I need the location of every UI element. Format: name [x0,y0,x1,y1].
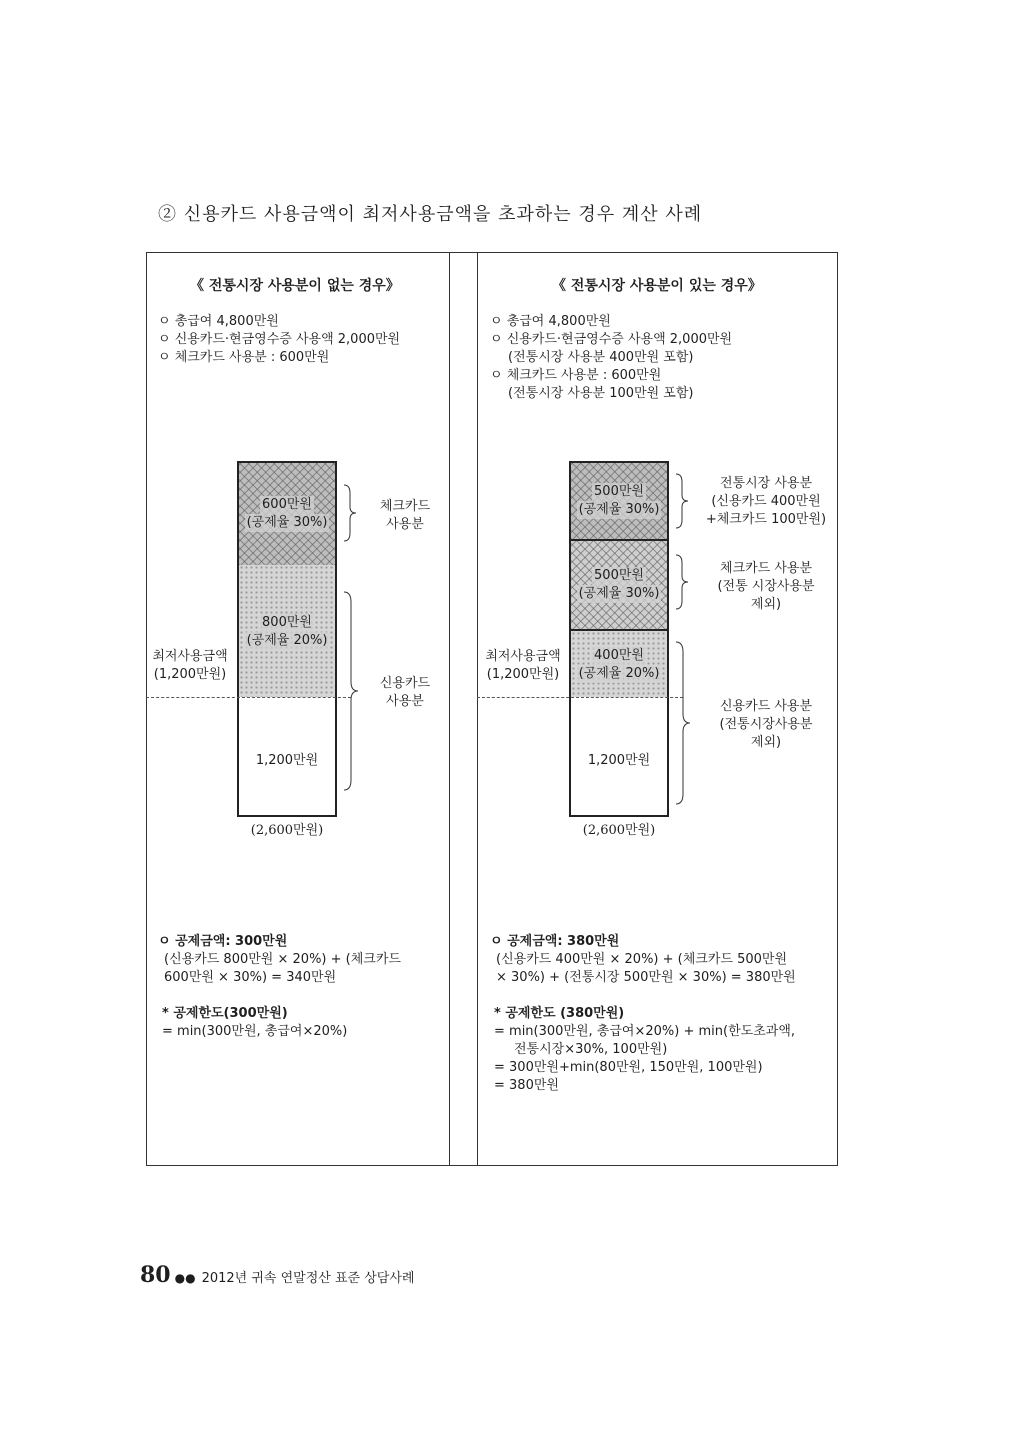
left-check-label-line1: 체크카드 [379,499,431,514]
left-bullet-check-usage: ㅇ 체크카드 사용분 : 600만원 [158,350,330,365]
left-deduction-title: ㅇ 공제금액: 300만원 [158,934,288,949]
right-check-rate: (공제율 30%) [578,586,660,601]
left-min-label-title: 최저사용금액 [152,649,228,664]
left-credit-label [370,675,440,711]
right-min-label-title: 최저사용금액 [485,649,561,664]
right-market-label [696,475,836,529]
right-limit-line4: = 380만원 [494,1078,559,1093]
right-credit-label-line2: (전통시장사용분 [719,717,813,732]
footer-bullets: ●● [174,1271,196,1285]
right-deduction-line2: × 30%) + (전통시장 500만원 × 30%) = 380만원 [496,970,796,985]
right-min-label [481,648,565,684]
right-deduction [490,933,796,987]
right-market-brace-icon [672,472,692,530]
right-market-label-line2: (신용카드 400만원 [711,494,821,509]
column-divider-left [449,252,450,1166]
left-check-label-line2: 사용분 [386,517,424,532]
left-limit [162,1005,347,1041]
right-total: (2,600만원) [582,823,656,838]
left-credit-card-block [237,565,337,699]
left-min-threshold-line [146,697,351,698]
right-bullet-check-market-note: (전통시장 사용분 100만원 포함) [508,386,694,401]
right-market-rate: (공제율 30%) [578,502,660,517]
right-credit-card-block [569,629,669,699]
right-base-amount: 1,200만원 [587,753,651,768]
right-credit-brace-icon [672,640,694,806]
left-min-label [148,648,232,684]
right-credit-rate: (공제율 20%) [578,666,660,681]
left-bullet-gross-pay: ㅇ 총급여 4,800만원 [158,314,279,329]
left-bullet-credit-usage: ㅇ 신용카드·현금영수증 사용액 2,000만원 [158,332,401,347]
right-bullet-gross-pay: ㅇ 총급여 4,800만원 [490,314,611,329]
left-credit-amount: 800만원 [262,615,312,630]
right-limit-line2: 전통시장×30%, 100만원) [514,1042,668,1057]
page-footer [140,1262,414,1288]
right-credit-amount: 400만원 [594,648,644,663]
right-bullet-credit-market-note: (전통시장 사용분 400만원 포함) [508,350,694,365]
right-credit-label [696,698,836,752]
left-panel-title: 《 전통시장 사용분이 없는 경우》 [190,278,400,294]
right-check-label-line1: 체크카드 사용분 [719,561,813,576]
right-limit-line1: = min(300만원, 총급여×20%) + min(한도초과액, [494,1024,796,1039]
right-credit-label-line1: 신용카드 사용분 [719,699,813,714]
right-market-block [569,461,669,541]
right-market-label-line1: 전통시장 사용분 [719,476,813,491]
right-deduction-line1: (신용카드 400만원 × 20%) + (체크카드 500만원 [496,952,788,967]
left-credit-brace-icon [340,590,362,792]
left-check-amount: 600만원 [262,497,312,512]
left-check-label [370,498,440,534]
left-bullets [158,313,400,367]
left-check-rate: (공제율 30%) [246,515,328,530]
right-check-amount: 500만원 [594,568,644,583]
footer-title: 2012년 귀속 연말정산 표준 상담사례 [201,1271,415,1286]
right-limit-title: * 공제한도 (380만원) [494,1006,625,1021]
right-market-label-line3: +체크카드 100만원) [705,512,827,527]
right-credit-label-line3: 제외) [750,735,782,750]
left-credit-label-line1: 신용카드 [379,676,431,691]
right-panel-title: 《 전통시장 사용분이 있는 경우》 [552,278,762,294]
left-check-card-block [237,461,337,567]
left-check-brace-icon [340,483,360,543]
right-deduction-title: ㅇ 공제금액: 380만원 [490,934,620,949]
right-bullet-credit-usage: ㅇ 신용카드·현금영수증 사용액 2,000만원 [490,332,733,347]
left-min-label-amount: (1,200만원) [153,667,227,682]
right-bullet-check-usage: ㅇ 체크카드 사용분 : 600만원 [490,368,662,383]
left-limit-title: * 공제한도(300만원) [162,1006,288,1021]
right-min-label-amount: (1,200만원) [486,667,560,682]
right-min-threshold-line [477,697,683,698]
left-credit-label-line2: 사용분 [386,694,424,709]
left-deduction-line1: (신용카드 800만원 × 20%) + (체크카드 [164,952,401,967]
right-base-block [569,697,669,817]
left-base-amount: 1,200만원 [255,753,319,768]
left-total: (2,600만원) [250,823,324,838]
left-credit-rate: (공제율 20%) [246,633,328,648]
right-bullets [490,313,732,403]
column-divider-right [477,252,478,1166]
right-market-amount: 500만원 [594,484,644,499]
left-base-block [237,697,337,817]
right-check-label-line3: 제외) [750,597,782,612]
left-deduction [158,933,401,987]
right-limit-line3: = 300만원+min(80만원, 150만원, 100만원) [494,1060,763,1075]
right-check-card-block [569,539,669,631]
page-number: 80 [140,1262,171,1288]
right-check-label-line2: (전통 시장사용분 [717,579,815,594]
left-limit-line1: = min(300만원, 총급여×20%) [162,1024,348,1039]
right-check-brace-icon [672,553,692,611]
left-deduction-line2: 600만원 × 30%) = 340만원 [164,970,337,985]
section-heading: ② 신용카드 사용금액이 최저사용금액을 초과하는 경우 계산 사례 [158,204,703,225]
right-check-label [696,560,836,614]
right-limit [494,1005,795,1095]
